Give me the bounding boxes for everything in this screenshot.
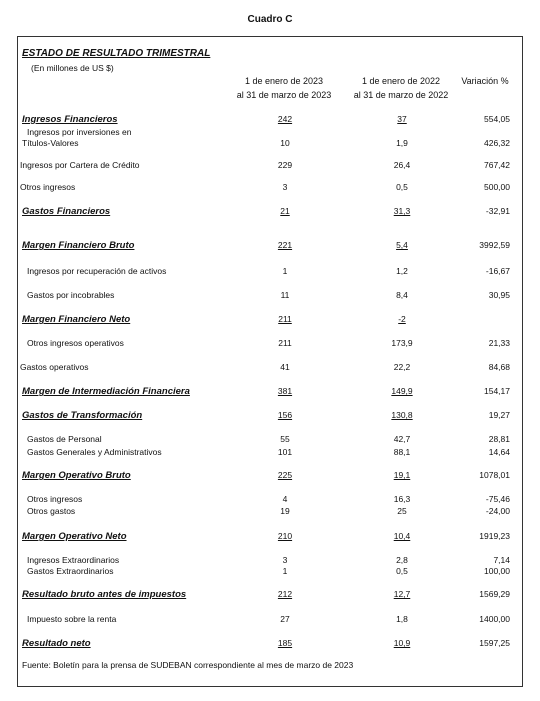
row-label xyxy=(27,338,124,349)
row-value-variation: 84,68 xyxy=(488,362,510,372)
row-value-2022: 8,4 xyxy=(396,290,408,300)
row-value-2023: 210 xyxy=(277,531,293,541)
row-label-text: Ingresos por inversiones en xyxy=(27,127,132,137)
row-value-variation: -32,91 xyxy=(485,206,510,216)
row-value-2022: 0,5 xyxy=(396,566,408,576)
row-label xyxy=(27,555,119,566)
row-value-variation: 3992,59 xyxy=(479,240,510,250)
row-value-2022: 173,9 xyxy=(391,338,413,348)
row-label xyxy=(20,362,89,373)
row-label-text: Ingresos por recuperación de activos xyxy=(27,266,167,276)
row-value-2022: 19,1 xyxy=(393,470,411,480)
row-value-2023: 1 xyxy=(282,266,288,276)
row-value-2023: 242 xyxy=(277,114,293,124)
row-value-2022: 1,8 xyxy=(396,614,408,624)
column-header-variation: Variación % xyxy=(461,76,509,86)
row-value-2023: 11 xyxy=(280,290,290,300)
row-value-variation: -75,46 xyxy=(485,494,510,504)
column-header-2022-line1: 1 de enero de 2022 xyxy=(361,76,441,86)
row-label-text: Margen Financiero Bruto xyxy=(22,240,135,251)
row-label xyxy=(22,114,118,125)
row-label xyxy=(22,410,142,421)
row-value-variation: 1569,29 xyxy=(479,589,510,599)
row-value-variation: 426,32 xyxy=(484,138,510,148)
row-value-2023: 21 xyxy=(280,206,290,216)
row-value-2023: 212 xyxy=(277,589,293,599)
row-label xyxy=(20,160,140,171)
row-value-variation: 1919,23 xyxy=(479,531,510,541)
row-value-variation: 28,81 xyxy=(488,434,510,444)
row-value-2023: 156 xyxy=(277,410,293,420)
row-label xyxy=(22,127,132,149)
row-value-variation: 154,17 xyxy=(484,386,510,396)
row-label xyxy=(22,206,110,217)
row-label-text: Margen Financiero Neto xyxy=(22,314,131,325)
row-value-2023: 4 xyxy=(282,494,288,504)
row-label-text: Gastos Extraordinarios xyxy=(27,566,114,576)
row-value-2023: 211 xyxy=(278,314,292,324)
row-label-text: Margen Operativo Neto xyxy=(22,531,127,542)
row-label xyxy=(27,566,113,577)
row-value-2023: 185 xyxy=(277,638,293,648)
row-value-2022: 31,3 xyxy=(393,206,411,216)
table-title: ESTADO DE RESULTADO TRIMESTRAL xyxy=(22,48,211,59)
row-value-2022: 0,5 xyxy=(396,182,408,192)
row-value-2022: 25 xyxy=(397,506,407,516)
row-label-text: Gastos por incobrables xyxy=(27,290,115,300)
row-label xyxy=(22,240,134,251)
row-value-2023: 221 xyxy=(277,240,293,250)
column-header-2023 xyxy=(219,74,349,102)
row-value-2022: 130,8 xyxy=(391,410,413,420)
table-caption: Cuadro C xyxy=(247,14,293,25)
row-label-text: Otros ingresos operativos xyxy=(27,338,124,348)
row-label xyxy=(22,314,130,325)
row-label xyxy=(27,494,82,505)
row-value-2022: 10,9 xyxy=(393,638,411,648)
row-label xyxy=(27,614,116,625)
row-value-variation: 30,95 xyxy=(488,290,510,300)
row-value-variation: -24,00 xyxy=(485,506,510,516)
units-note: (En millones de US $) xyxy=(31,63,114,73)
row-label xyxy=(22,470,131,481)
row-value-2022: 88,1 xyxy=(393,447,411,457)
row-label xyxy=(20,182,75,193)
row-value-2022: 5,4 xyxy=(396,240,408,250)
row-label xyxy=(22,638,91,649)
row-value-2022: 1,9 xyxy=(396,138,408,148)
row-label-text: Ingresos Financieros xyxy=(22,114,118,125)
row-label-text: Resultado bruto antes de impuestos xyxy=(22,589,187,600)
row-value-variation: 7,14 xyxy=(493,555,510,565)
row-value-variation: 100,00 xyxy=(484,566,510,576)
row-value-variation: 767,42 xyxy=(484,160,510,170)
row-value-2023: 3 xyxy=(282,182,288,192)
row-label xyxy=(22,589,186,600)
column-header-2023-line1: 1 de enero de 2023 xyxy=(244,76,324,86)
row-value-2023: 225 xyxy=(277,470,293,480)
row-value-2022: 37 xyxy=(397,114,407,124)
row-value-2022: 26,4 xyxy=(393,160,411,170)
row-label-text: Otros gastos xyxy=(27,506,76,516)
row-value-variation: 1400,00 xyxy=(479,614,510,624)
row-value-2023: 27 xyxy=(280,614,290,624)
row-value-2023: 211 xyxy=(278,338,292,348)
row-value-2022: 10,4 xyxy=(393,531,411,541)
row-value-2023: 55 xyxy=(280,434,290,444)
row-value-2023: 1 xyxy=(282,566,288,576)
row-value-variation: -16,67 xyxy=(485,266,510,276)
row-label-text: Gastos de Personal xyxy=(27,434,102,444)
row-value-variation: 14,64 xyxy=(488,447,510,457)
row-value-2022: 16,3 xyxy=(393,494,411,504)
row-value-2023: 381 xyxy=(277,386,293,396)
row-label xyxy=(27,266,166,277)
row-value-2022: 2,8 xyxy=(396,555,408,565)
row-label xyxy=(27,434,102,445)
row-value-variation: 554,05 xyxy=(484,114,510,124)
row-label-text: Impuesto sobre la renta xyxy=(27,614,117,624)
row-value-2023: 3 xyxy=(282,555,288,565)
row-value-2023: 10 xyxy=(280,138,290,148)
row-value-variation: 1078,01 xyxy=(479,470,510,480)
row-label-text: Gastos operativos xyxy=(20,362,89,372)
row-value-2022: 22,2 xyxy=(393,362,411,372)
row-value-variation: 500,00 xyxy=(484,182,510,192)
row-label-text: Gastos de Transformación xyxy=(22,410,143,421)
column-header-2023-line2: al 31 de marzo de 2023 xyxy=(236,90,332,100)
row-value-2023: 101 xyxy=(277,447,293,457)
row-label xyxy=(27,447,162,458)
row-value-variation: 21,33 xyxy=(488,338,510,348)
row-label xyxy=(27,290,114,301)
row-value-variation: 1597,25 xyxy=(479,638,510,648)
row-value-variation: 19,27 xyxy=(488,410,510,420)
row-label-text: Margen de Intermediación Financiera xyxy=(22,386,190,397)
row-value-2023: 19 xyxy=(280,506,290,516)
row-label xyxy=(22,386,190,397)
source-footnote: Fuente: Boletín para la prensa de SUDEBAN correspondiente al mes de marzo de 2023 xyxy=(22,660,354,670)
row-value-2023: 229 xyxy=(277,160,293,170)
row-label-text: Resultado neto xyxy=(22,638,91,649)
row-label-text-continued: Títulos-Valores xyxy=(22,138,79,148)
row-label-text: Gastos Financieros xyxy=(22,206,111,217)
row-value-2022: 149,9 xyxy=(391,386,413,396)
row-label-text: Ingresos por Cartera de Crédito xyxy=(20,160,140,170)
row-value-2022: 12,7 xyxy=(393,589,411,599)
row-value-2023: 41 xyxy=(280,362,290,372)
row-label-text: Margen Operativo Bruto xyxy=(22,470,131,481)
row-label-text: Otros ingresos xyxy=(20,182,76,192)
row-label-text: Ingresos Extraordinarios xyxy=(27,555,120,565)
row-value-2022: 42,7 xyxy=(393,434,411,444)
column-header-2022-line2: al 31 de marzo de 2022 xyxy=(353,90,449,100)
row-label-text: Gastos Generales y Administrativos xyxy=(27,447,162,457)
row-label-text: Otros ingresos xyxy=(27,494,83,504)
row-value-2022: -2 xyxy=(398,314,406,324)
row-label xyxy=(22,531,127,542)
row-label xyxy=(27,506,75,517)
row-value-2022: 1,2 xyxy=(396,266,408,276)
